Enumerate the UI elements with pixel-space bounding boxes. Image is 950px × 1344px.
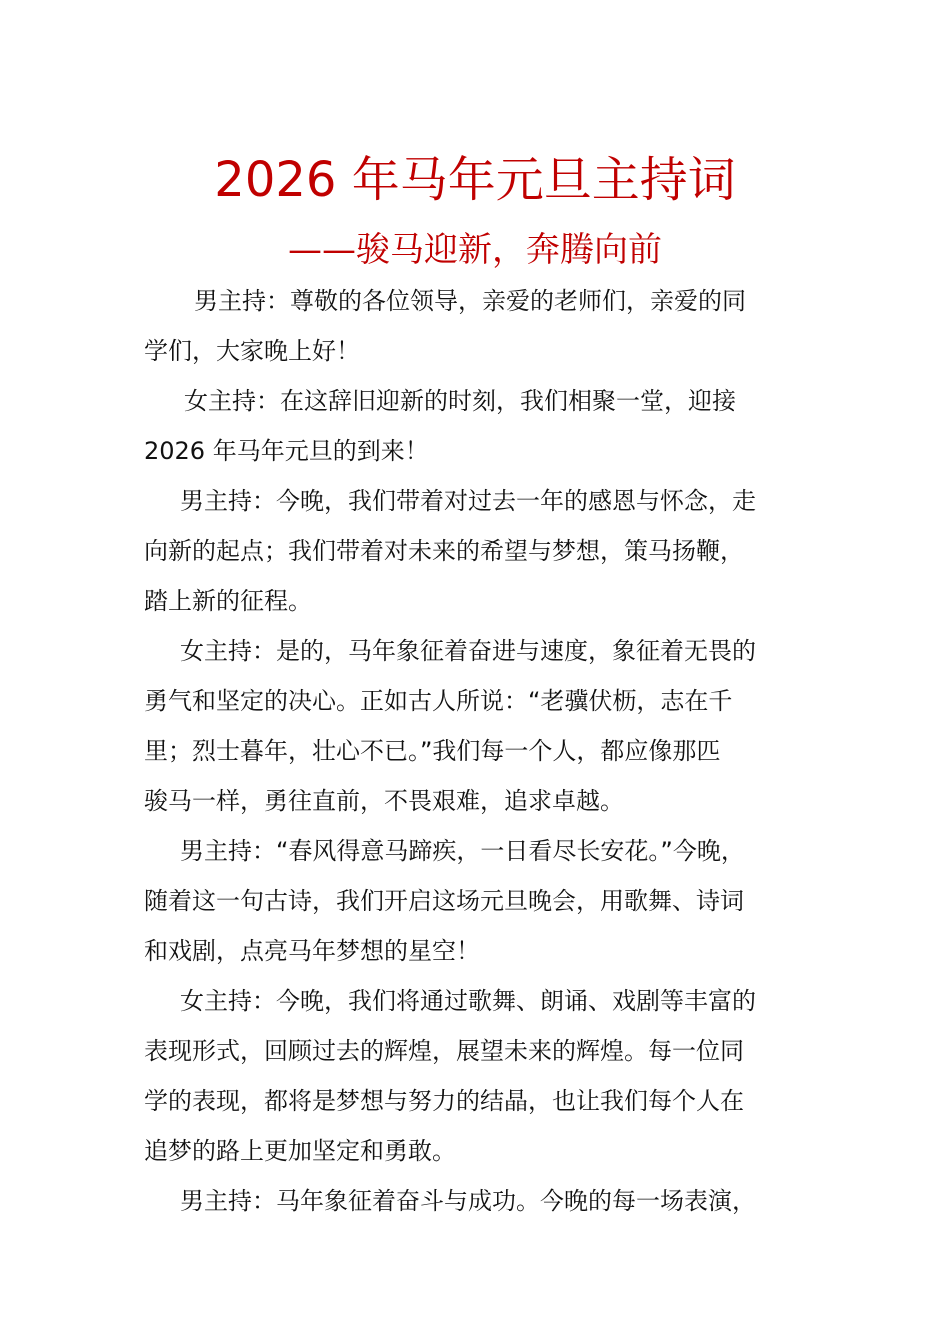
paragraph-line: 向新的起点；我们带着对未来的希望与梦想，策马扬鞭， [144,537,744,565]
paragraph-4 [144,626,844,826]
document-body [144,276,844,1226]
paragraph-7 [144,1176,844,1226]
paragraph-line: 男主持：尊敬的各位领导，亲爱的老师们，亲爱的同 [194,287,746,315]
paragraph-line: 学的表现，都将是梦想与努力的结晶，也让我们每个人在 [144,1087,744,1115]
paragraph-line: 男主持：马年象征着奋斗与成功。今晚的每一场表演， [180,1187,756,1215]
paragraph-line: 和戏剧，点亮马年梦想的星空！ [144,937,480,965]
paragraph-line: 2026 年马年元旦的到来！ [144,437,429,465]
paragraph-line: 表现形式，回顾过去的辉煌，展望未来的辉煌。每一位同 [144,1037,744,1065]
paragraph-line: 女主持：今晚，我们将通过歌舞、朗诵、戏剧等丰富的 [180,987,756,1015]
document-subtitle: ——骏马迎新，奔腾向前 [288,230,662,270]
paragraph-line: 学们，大家晚上好！ [144,337,360,365]
document-title: 2026 年马年元旦主持词 [214,152,736,208]
paragraph-1 [144,276,844,376]
paragraph-line: 男主持：“春风得意马蹄疾，一日看尽长安花。”今晚， [180,837,745,865]
paragraph-line: 骏马一样，勇往直前，不畏艰难，追求卓越。 [144,787,624,815]
paragraph-line: 随着这一句古诗，我们开启这场元旦晚会，用歌舞、诗词 [144,887,744,915]
paragraph-line: 女主持：是的，马年象征着奋进与速度，象征着无畏的 [180,637,756,665]
paragraph-2 [144,376,844,476]
paragraph-line: 追梦的路上更加坚定和勇敢。 [144,1137,456,1165]
paragraph-line: 里；烈士暮年，壮心不已。”我们每一个人，都应像那匹 [144,737,721,765]
paragraph-line: 踏上新的征程。 [144,587,312,615]
paragraph-6 [144,976,844,1176]
paragraph-3 [144,476,844,626]
paragraph-line: 勇气和坚定的决心。正如古人所说：“老骥伏枥，志在千 [144,687,733,715]
paragraph-5 [144,826,844,976]
paragraph-line: 女主持：在这辞旧迎新的时刻，我们相聚一堂，迎接 [184,387,736,415]
paragraph-line: 男主持：今晚，我们带着对过去一年的感恩与怀念，走 [180,487,756,515]
